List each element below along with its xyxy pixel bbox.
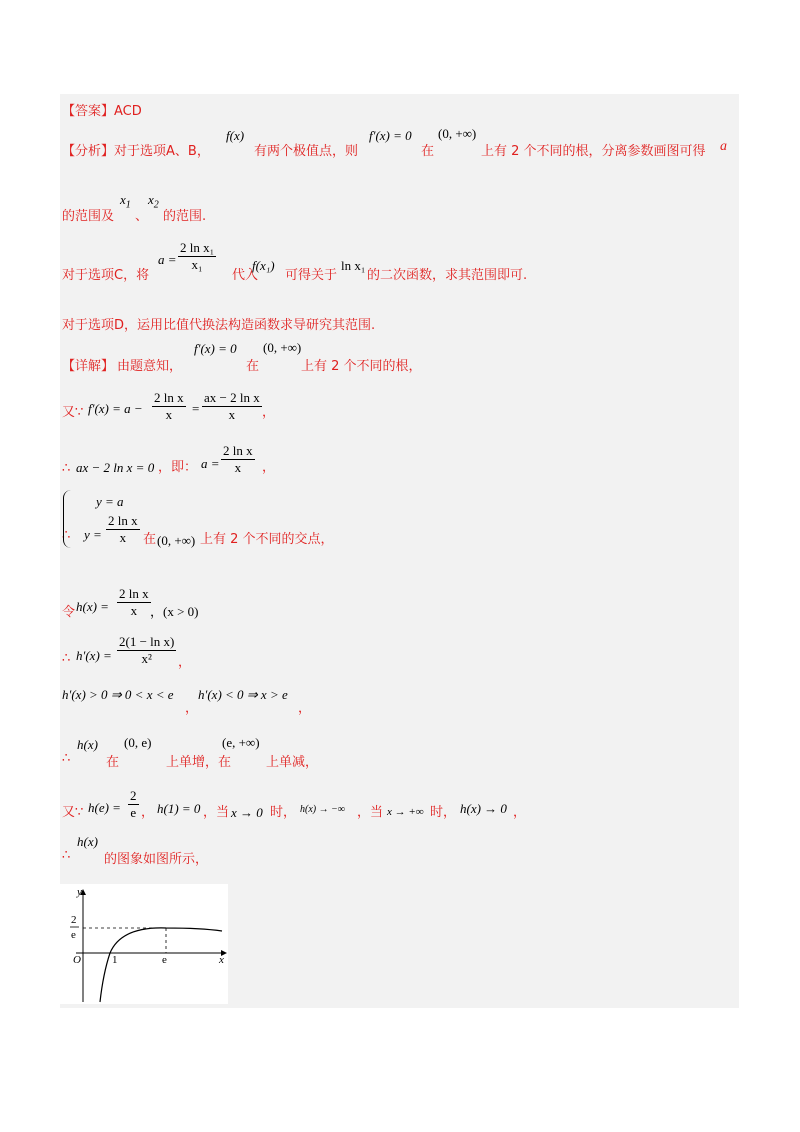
math-interval: (0, +∞) <box>157 533 196 548</box>
math-a-equals: a = <box>158 252 177 267</box>
math-interval: (0, e) <box>124 735 152 750</box>
math-fraction: $\frac{\text{ax − 2 ln x}}{x}$ <box>204 390 260 422</box>
detail-text: ， <box>262 405 276 420</box>
math-h1: h(1) = 0 <box>157 801 201 816</box>
detail-text: ∴ <box>62 461 71 476</box>
tick-1: 1 <box>112 954 118 966</box>
detail-text: 又∵ <box>62 805 84 820</box>
detail-text: 上单增，在 <box>166 755 232 770</box>
math-condition: ，(x > 0) <box>150 604 199 619</box>
math-limit: x → +∞ <box>387 806 424 818</box>
math-fraction: $\frac{\text{2 ln x}}{x}$ <box>223 443 253 475</box>
math-lnx1: ln x₁ <box>341 258 366 273</box>
detail-label: 【详解】 <box>62 359 115 374</box>
analysis-text: 在 <box>421 144 435 159</box>
detail-text: ， <box>185 701 199 716</box>
math-derivative: f′(x) = a − <box>88 401 143 416</box>
y-axis-label: y <box>77 886 82 898</box>
analysis-line-1 <box>62 140 210 159</box>
math-he: h(e) = <box>88 800 121 815</box>
math-fraction: $\frac{\text{2 ln x}}{x}$ <box>119 586 149 618</box>
detail-text: ∴ <box>62 651 71 666</box>
analysis-label: 【分析】 <box>62 144 115 159</box>
detail-text: ∴ <box>62 751 71 766</box>
y-label-den: e <box>71 929 76 941</box>
analysis-text: 代入 <box>232 268 259 283</box>
math-derivative-zero: f′(x) = 0 <box>369 128 412 143</box>
detail-text: ∴ <box>62 848 71 863</box>
detail-text: ∴ <box>62 528 71 543</box>
tick-e: e <box>162 954 167 966</box>
detail-text: ， <box>513 805 527 820</box>
detail-text: 又∵ <box>62 405 84 420</box>
math-x2: $x_2$ <box>148 192 159 211</box>
math-hprime: h′(x) = <box>76 648 112 663</box>
math-limit: x → 0 <box>231 805 263 820</box>
function-graph <box>60 884 228 1004</box>
math-x1: $x_1$ <box>120 192 131 211</box>
math-fraction: $\frac{\text{2 ln x}}{x}$ <box>154 390 184 422</box>
math-y-equals: y = <box>84 527 102 542</box>
analysis-text: 的范围. <box>163 209 207 224</box>
detail-text: 上单减， <box>266 755 319 770</box>
math-interval: (0, +∞) <box>263 340 302 355</box>
math-interval: (e, +∞) <box>222 735 260 750</box>
math-derivative-zero: f′(x) = 0 <box>194 341 237 356</box>
analysis-text: 可得关于 <box>285 268 338 283</box>
analysis-text: 的范围及 <box>62 209 115 224</box>
h-curve <box>100 928 222 1002</box>
math-fraction: $\frac{2}{e}$ <box>130 788 137 820</box>
math-equals: = <box>192 401 200 416</box>
math-fx: f(x) <box>226 128 245 143</box>
detail-text: 由题意知， <box>117 359 183 374</box>
detail-text: 上有 2 个不同的交点， <box>200 532 334 547</box>
analysis-text: 对于选项A、B， <box>114 144 210 159</box>
math-limit: h(x) → −∞ <box>300 804 345 815</box>
detail-text: ， <box>298 701 312 716</box>
detail-text: 上有 2 个不同的根， <box>301 359 422 374</box>
math-y-equals-a: y = a <box>96 494 124 509</box>
math-inequality: h′(x) > 0 ⇒ 0 < x < e <box>62 687 174 702</box>
x-axis-label: x <box>219 954 224 966</box>
math-limit: h(x) → 0 <box>460 801 507 816</box>
analysis-text: 上有 2 个不同的根，分离参数画图可得 <box>481 144 706 159</box>
system-brace <box>63 490 74 548</box>
math-hx: h(x) = <box>76 599 109 614</box>
math-fraction: $\frac{\text{2(1 − ln x)}}{\text{x²}}$ <box>119 634 175 666</box>
math-interval: (0, +∞) <box>438 126 477 141</box>
detail-text: 在 <box>246 359 260 374</box>
math-fraction: $\frac{\text{2 ln x}}{x}$ <box>108 513 138 545</box>
detail-text: ， <box>262 460 276 475</box>
analysis-text: 有两个极值点，则 <box>254 144 359 159</box>
math-a: a <box>720 139 727 154</box>
detail-text: 在 <box>106 755 120 770</box>
math-fraction: $\frac{\text{2 ln x₁}}{\text{x₁}}$ <box>180 240 215 272</box>
math-hx: h(x) <box>77 834 98 849</box>
math-equation: ax − 2 ln x = 0 <box>76 460 155 475</box>
graph-svg <box>60 884 228 1004</box>
y-label-num: 2 <box>71 914 77 926</box>
detail-text: ， <box>178 655 192 670</box>
solution-panel <box>60 94 739 1008</box>
analysis-text: 、 <box>135 209 149 224</box>
answer-label: 【答案】 <box>62 104 115 119</box>
detail-text: 时， <box>270 805 297 820</box>
detail-text: ， <box>141 805 155 820</box>
analysis-line-4: 对于选项D，运用比值代换法构造函数求导研究其范围. <box>62 318 376 333</box>
answer-line <box>62 100 142 119</box>
detail-text: ，即： <box>158 460 198 475</box>
math-hx: h(x) <box>77 737 98 752</box>
analysis-text: 的二次函数，求其范围即可. <box>367 268 528 283</box>
math-a-equals: a = <box>201 456 220 471</box>
detail-text: ，当 <box>203 805 230 820</box>
detail-text: ，当 <box>357 805 384 820</box>
detail-text: 令 <box>62 605 76 620</box>
detail-text: 在 <box>143 532 157 547</box>
math-fx1: f(x₁) <box>252 258 275 273</box>
detail-text: 的图象如图所示， <box>104 852 209 867</box>
math-inequality: h′(x) < 0 ⇒ x > e <box>198 687 288 702</box>
answer-value: ACD <box>114 104 142 119</box>
analysis-text: 对于选项C，将 <box>62 268 150 283</box>
detail-text: 时， <box>430 805 457 820</box>
origin-label: O <box>73 954 81 966</box>
